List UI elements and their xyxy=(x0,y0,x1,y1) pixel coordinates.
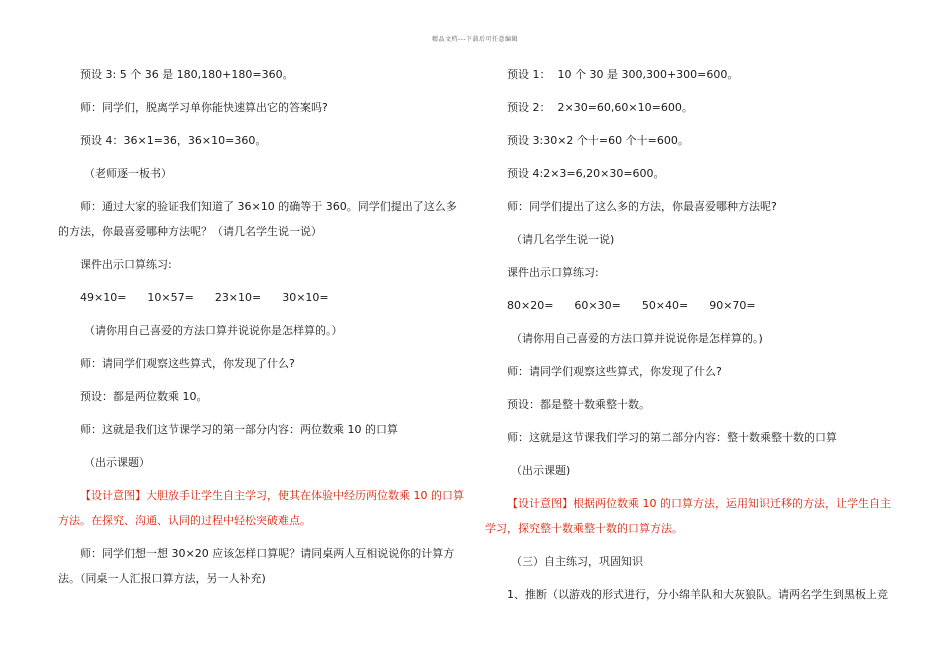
text-line: 预设 4：36×1=36，36×10=360。 xyxy=(80,134,267,147)
design-intent-line: 方法。在探究、沟通、认同的过程中轻松突破难点。 xyxy=(58,514,311,527)
text-line: 预设 3: 5 个 36 是 180,180+180=360。 xyxy=(80,68,294,81)
text-line: 师：同学们提出了这么多的方法，你最喜爱哪种方法呢? xyxy=(507,200,777,213)
text-line: 师：同学们，脱离学习单你能快速算出它的答案吗? xyxy=(80,101,328,114)
text-line: （请你用自己喜爱的方法口算并说说你是怎样算的。） xyxy=(84,324,343,337)
text-line: 预设：都是两位数乘 10。 xyxy=(80,390,208,403)
text-line: 师：这就是这节课我们学习的第二部分内容：整十数乘整十数的口算 xyxy=(507,431,837,444)
text-line: （老师逐一板书） xyxy=(84,167,172,180)
design-intent-line: 【设计意图】根据两位数乘 10 的口算方法，运用知识迁移的方法，让学生自主 xyxy=(507,497,891,510)
text-line: 课件出示口算练习: xyxy=(507,266,599,279)
text-line: 师：这就是我们这节课学习的第一部分内容：两位数乘 10 的口算 xyxy=(80,423,398,436)
text-line: 49×10= 10×57= 23×10= 30×10= xyxy=(80,291,329,304)
text-line: 1、推断（以游戏的形式进行，分小绵羊队和大灰狼队。请两名学生到黑板上竞 xyxy=(507,588,888,601)
text-line: 师：通过大家的验证我们知道了 36×10 的确等于 360。同学们提出了这么多 xyxy=(80,200,457,213)
text-line: 课件出示口算练习: xyxy=(80,258,172,271)
text-line: （请几名学生说一说) xyxy=(511,233,615,246)
text-line: 预设：都是整十数乘整十数。 xyxy=(507,398,650,411)
text-line: 80×20= 60×30= 50×40= 90×70= xyxy=(507,299,756,312)
design-intent-line: 【设计意图】大胆放手让学生自主学习，使其在体验中经历两位数乘 10 的口算 xyxy=(80,489,464,502)
text-line: 预设 1： 10 个 30 是 300,300+300=600。 xyxy=(507,68,739,81)
text-line: （请你用自己喜爱的方法口算并说说你是怎样算的。) xyxy=(511,332,763,345)
text-line: 预设 4:2×3=6,20×30=600。 xyxy=(507,167,665,180)
page-header: 精品文档---下载后可任意编辑 xyxy=(432,36,518,43)
text-line: （出示课题) xyxy=(511,464,571,477)
text-line: 预设 3:30×2 个十=60 个十=600。 xyxy=(507,134,689,147)
text-line: 预设 2： 2×30=60,60×10=600。 xyxy=(507,101,693,114)
text-line: 师：请同学们观察这些算式，你发现了什么? xyxy=(80,357,295,370)
design-intent-line: 学习，探究整十数乘整十数的口算方法。 xyxy=(485,522,683,535)
section-heading: （三）自主练习，巩固知识 xyxy=(511,555,643,568)
text-line: （出示课题） xyxy=(84,456,150,469)
text-line: 法。（同桌一人汇报口算方法，另一人补充) xyxy=(58,572,266,585)
text-line: 师：请同学们观察这些算式，你发现了什么? xyxy=(507,365,722,378)
text-line: 师：同学们想一想 30×20 应该怎样口算呢？请同桌两人互相说说你的计算方 xyxy=(80,547,455,560)
text-line: 的方法，你最喜爱哪种方法呢？（请几名学生说一说） xyxy=(58,225,322,238)
